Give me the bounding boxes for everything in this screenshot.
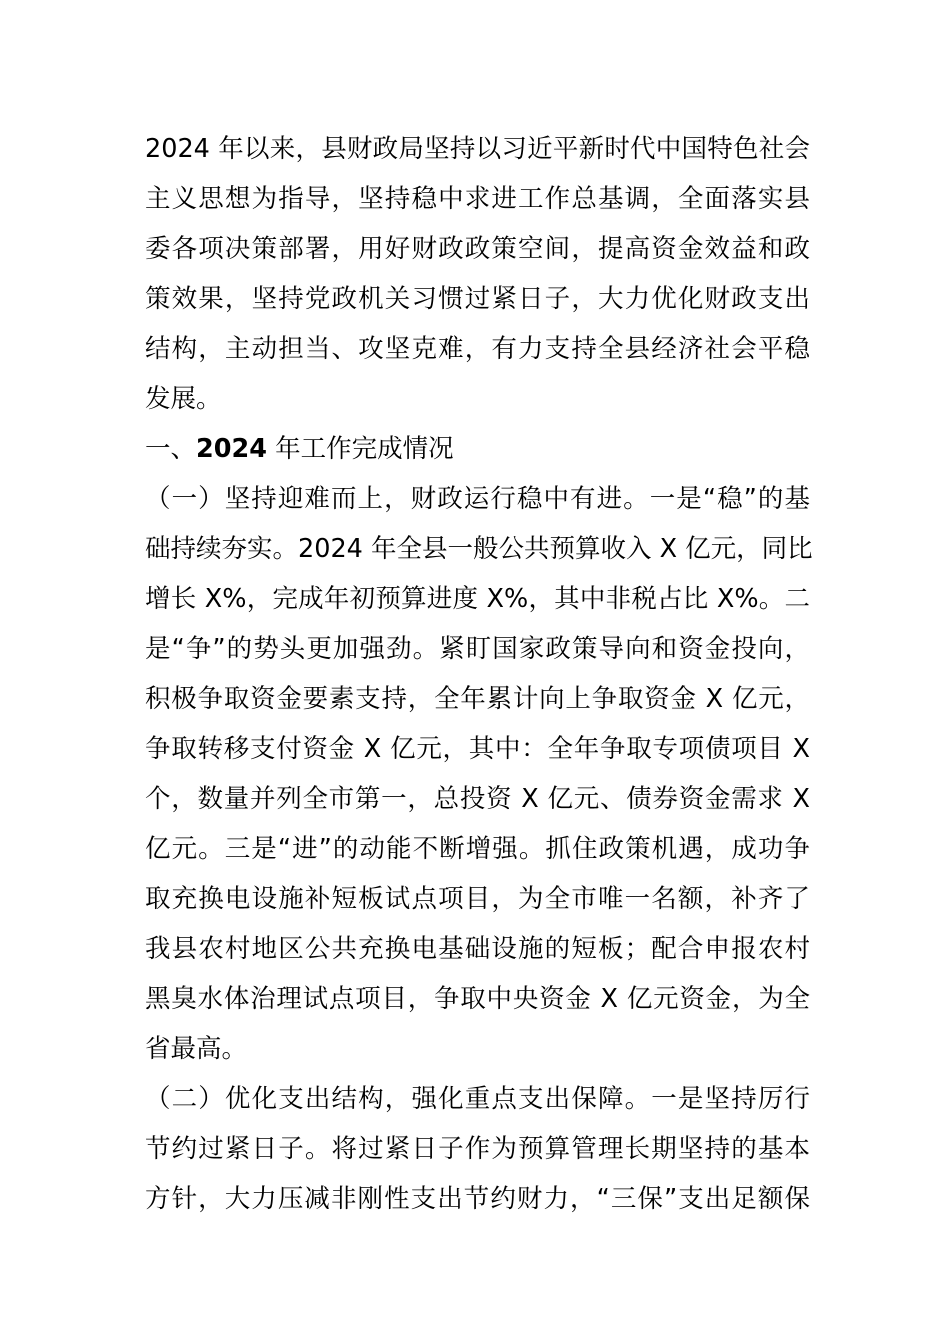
text-line: （一）坚持迎难而上，财政运行稳中有进。一是“稳”的基 xyxy=(145,484,810,514)
text-line: 发展。 xyxy=(145,384,222,414)
heading-title: 年工作完成情况 xyxy=(267,434,454,464)
text-line: 委各项决策部署，用好财政政策空间，提高资金效益和政 xyxy=(145,234,810,264)
text-line: 是“争”的势头更加强劲。紧盯国家政策导向和资金投向， xyxy=(145,634,810,664)
text-line: 方针，大力压减非刚性支出节约财力，“三保”支出足额保 xyxy=(145,1184,810,1214)
text-line: 积极争取资金要素支持，全年累计向上争取资金 X 亿元， xyxy=(145,684,810,714)
text-line: 省最高。 xyxy=(145,1034,248,1064)
section-2-paragraph xyxy=(145,1074,810,1224)
text-line: 2024 年以来，县财政局坚持以习近平新时代中国特色社会 xyxy=(145,134,810,164)
text-line: 黑臭水体治理试点项目，争取中央资金 X 亿元资金，为全 xyxy=(145,984,810,1014)
text-line: 增长 X%，完成年初预算进度 X%，其中非税占比 X%。二 xyxy=(145,584,810,614)
text-line: 主义思想为指导，坚持稳中求进工作总基调，全面落实县 xyxy=(145,184,810,214)
text-line: 个，数量并列全市第一，总投资 X 亿元、债券资金需求 X xyxy=(145,784,810,814)
intro-paragraph xyxy=(145,124,810,424)
section-heading xyxy=(145,424,810,474)
document-body xyxy=(145,124,813,1224)
text-line: 亿元。三是“进”的动能不断增强。抓住政策机遇，成功争 xyxy=(145,834,810,864)
text-line: 础持续夯实。2024 年全县一般公共预算收入 X 亿元，同比 xyxy=(145,534,813,564)
text-line: 我县农村地区公共充换电基础设施的短板；配合申报农村 xyxy=(145,934,810,964)
text-line: 节约过紧日子。将过紧日子作为预算管理长期坚持的基本 xyxy=(145,1134,810,1164)
heading-year: 2024 xyxy=(196,434,267,464)
text-line: 结构，主动担当、攻坚克难，有力支持全县经济社会平稳 xyxy=(145,334,810,364)
text-line: 策效果，坚持党政机关习惯过紧日子，大力优化财政支出 xyxy=(145,284,810,314)
text-line: （二）优化支出结构，强化重点支出保障。一是坚持厉行 xyxy=(145,1084,810,1114)
heading-prefix: 一、 xyxy=(145,434,197,464)
section-1-paragraph xyxy=(145,474,813,1074)
text-line: 争取转移支付资金 X 亿元，其中：全年争取专项债项目 X xyxy=(145,734,810,764)
text-line: 取充换电设施补短板试点项目，为全市唯一名额，补齐了 xyxy=(145,884,810,914)
